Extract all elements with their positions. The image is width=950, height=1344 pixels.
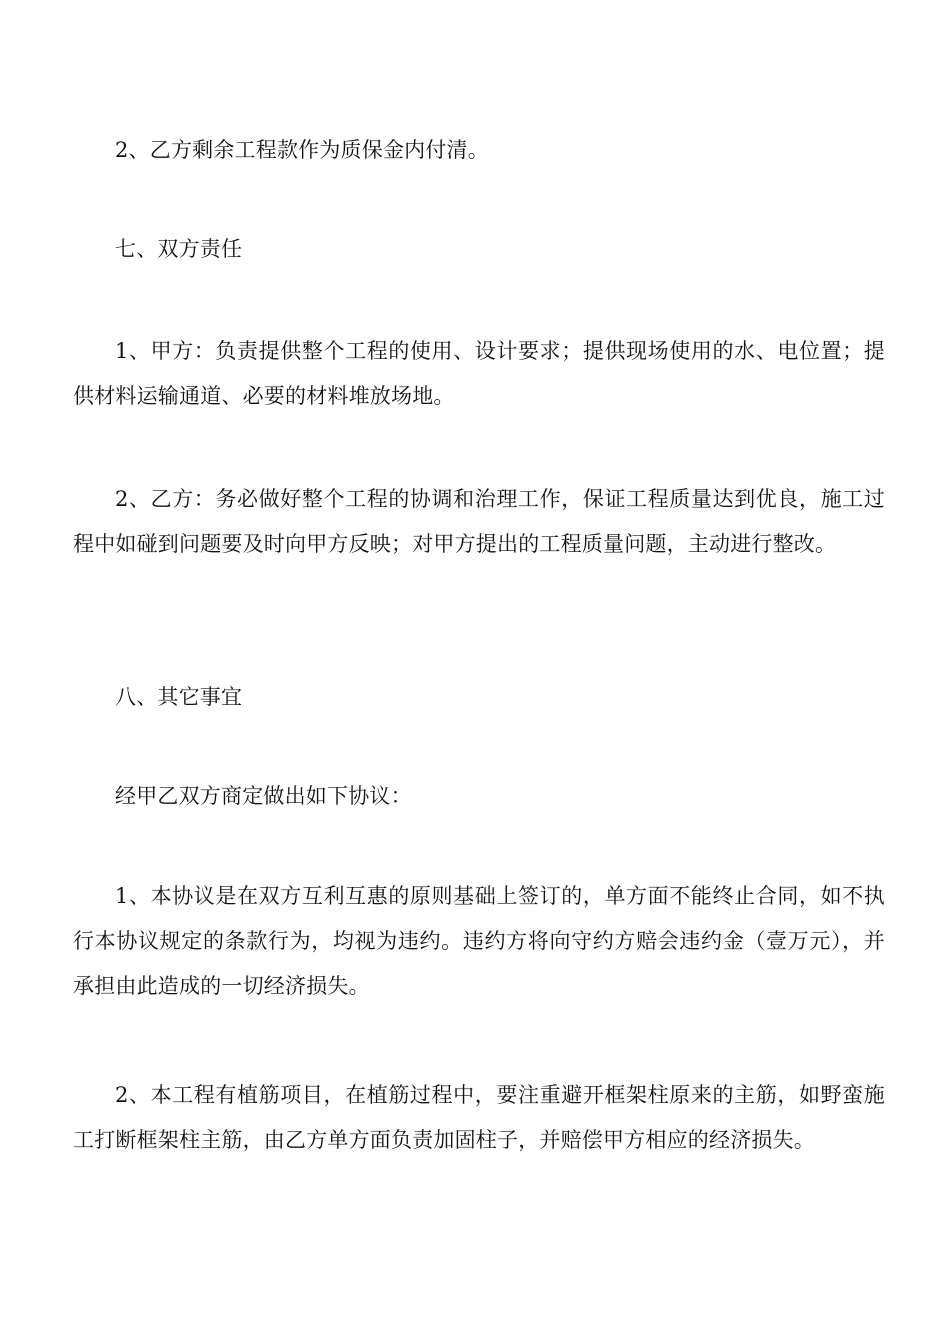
paragraph-payment-clause-2: 2、乙方剩余工程款作为质保金内付清。: [115, 138, 489, 162]
paragraph-agreement-intro: 经甲乙双方商定做出如下协议：: [115, 784, 412, 808]
section-heading-responsibilities: 七、双方责任: [115, 237, 243, 261]
section-heading-other-matters: 八、其它事宜: [115, 685, 243, 709]
paragraph-breach-clause: 1、本协议是在双方互利互惠的原则基础上签订的，单方面不能终止合同，如不执行本协议规定的条款行为，均视为违约。违约方将向守约方赔会违约金（壹万元），并承担由此造成的一切经济损失。: [73, 884, 885, 998]
paragraph-party-b-responsibility: 2、乙方：务必做好整个工程的协调和治理工作，保证工程质量达到优良，施工过程中如碰到问题要及时向甲方反映；对甲方提出的工程质量问题，主动进行整改。: [73, 487, 885, 556]
paragraph-party-a-responsibility: 1、甲方：负责提供整个工程的使用、设计要求；提供现场使用的水、电位置；提供材料运输通道、必要的材料堆放场地。: [73, 339, 885, 408]
paragraph-rebar-clause: 2、本工程有植筋项目，在植筋过程中，要注重避开框架柱原来的主筋，如野蛮施工打断框架柱主筋，由乙方单方面负责加固柱子，并赔偿甲方相应的经济损失。: [73, 1083, 885, 1152]
